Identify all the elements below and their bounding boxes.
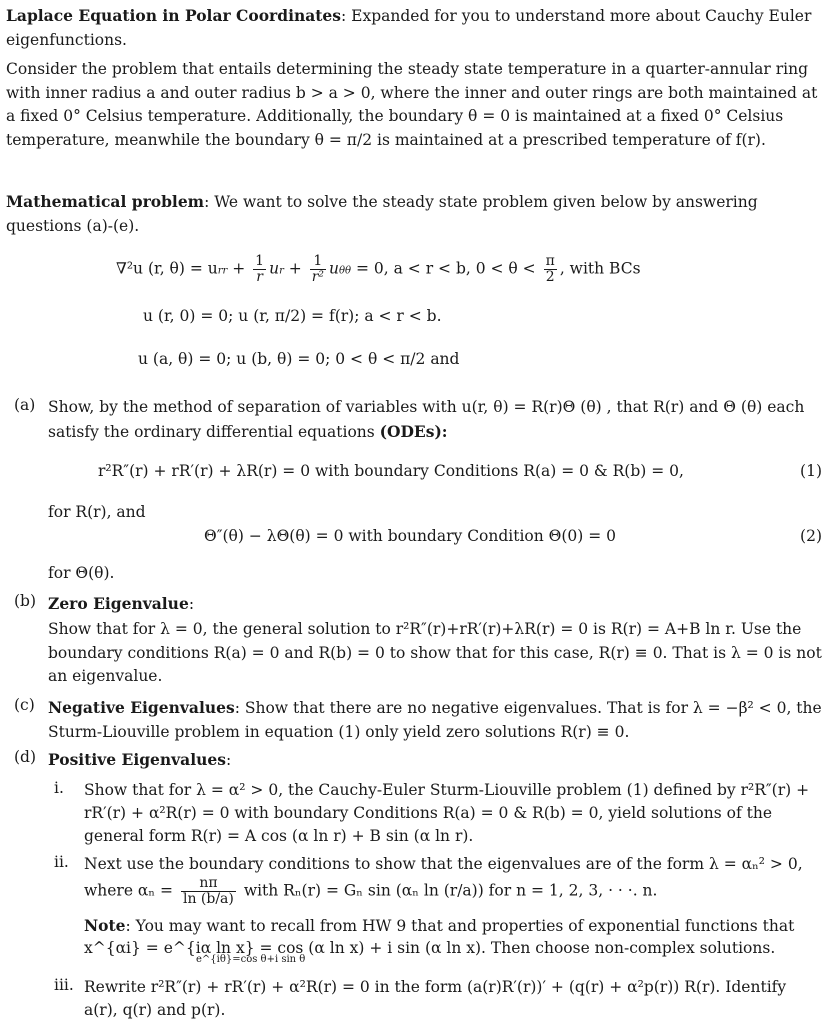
part-d-ii-label: ii.	[54, 853, 69, 871]
for-theta-text: for Θ(θ).	[48, 564, 115, 582]
math-text: : We want to solve the steady state problem given below by answering questions (a)-(e).	[6, 193, 758, 235]
part-d-ii-line1: Next use the boundary conditions to show that the eigenvalues are of the form λ = αₙ² > 0,	[84, 855, 803, 873]
equation-number-2: (2)	[800, 527, 822, 545]
part-a-label: (a)	[14, 396, 36, 414]
pde-line-1: ∇²u (r, θ) = urr + $\frac{1}{r}$ ur + $\frac{1}{\text{r²}}$ uθθ = 0, a < r < b, 0 < θ < $\frac{\pi}{2}$ , with BCs	[116, 253, 641, 285]
equation-number-1: (1)	[800, 462, 822, 480]
title-paragraph	[6, 4, 822, 52]
part-c-text: Negative Eigenvalues: Show that there are no negative eigenvalues. That is for λ = −β² < 0, the Sturm-Liouville problem in equation (1) only yield zero solutions R(r) ≡ 0.	[48, 698, 822, 741]
part-d-ii-line2: where αₙ = $\frac{n\pi}{\ln (b/a)}$ with Rₙ(r) = Gₙ sin (αₙ ln (r/a)) for n = 1, 2, 3, · · ·. n.	[84, 875, 658, 907]
part-b-text: Show that for λ = 0, the general solution to r²R″(r)+rR′(r)+λR(r) = 0 is R(r) = A+B ln r. Use the boundary conditions R(a) = 0 and R(b) = 0 to show that for this case, R(r) ≡ 0. That is λ = 0 is not an eigenvalue.	[48, 620, 822, 685]
ode-r-equation: r²R″(r) + rR′(r) + λR(r) = 0 with boundary Conditions R(a) = 0 & R(b) = 0,	[98, 462, 684, 480]
part-b-label: (b)	[14, 592, 37, 610]
part-d-iii-label: iii.	[54, 976, 74, 994]
part-d-iii-text: Rewrite r²R″(r) + rR′(r) + α²R(r) = 0 in the form (a(r)R′(r))′ + (q(r) + α²p(r)) R(r). Identify a(r), q(r) and p(r).	[84, 978, 787, 1019]
subtitle: : Expanded for you to understand more about Cauchy Euler eigenfunctions.	[6, 7, 812, 49]
pde-line-2: u (r, 0) = 0; u (r, π/2) = f(r); a < r < b.	[143, 307, 442, 325]
part-d-label: (d)	[14, 748, 37, 766]
title: Laplace Equation in Polar Coordinates	[6, 6, 342, 25]
part-b-heading: Zero Eigenvalue:	[48, 594, 195, 613]
ode-theta-equation: Θ″(θ) − λΘ(θ) = 0 with boundary Condition Θ(0) = 0	[204, 527, 617, 545]
pde-line-3: u (a, θ) = 0; u (b, θ) = 0; 0 < θ < π/2 and	[138, 350, 460, 368]
part-c-label: (c)	[14, 696, 35, 714]
note-formula: x^{αi} = e^{iα ln x} = cos (α ln x) + i sin (α ln x). Then choose non-complex solutions.	[84, 939, 776, 957]
note-small-formula: e^{iθ}=cos θ+i sin θ	[196, 954, 306, 965]
part-a-text: Show, by the method of separation of variables with u(r, θ) = R(r)Θ (θ) , that R(r) and Θ (θ) each satisfy the ordinary differential equations (ODEs):	[48, 398, 805, 441]
math-heading: Mathematical problem	[6, 192, 205, 211]
part-d-i-label: i.	[54, 779, 64, 797]
part-d-heading: Positive Eigenvalues:	[48, 750, 232, 769]
note-line: Note: You may want to recall from HW 9 that and properties of exponential functions that	[84, 916, 795, 935]
math-problem-paragraph	[6, 190, 822, 238]
for-r-text: for R(r), and	[48, 503, 146, 521]
part-d-i-text: Show that for λ = α² > 0, the Cauchy-Euler Sturm-Liouville problem (1) defined by r²R″(r) + rR′(r) + α²R(r) = 0 with boundary Conditions R(a) = 0 & R(b) = 0, yield solutions of the general form R(r) = A cos (α ln r) + B sin (α ln r).	[84, 781, 810, 845]
problem-description: Consider the problem that entails determining the steady state temperature in a quarter-annular ring with inner radius a and outer radius b > a > 0, where the inner and outer rings are both maintained at a fixed 0° Celsius temperature. Additionally, the boundary θ = 0 is maintained at a fixed 0° Celsius temperature, meanwhile the boundary θ = π/2 is maintained at a prescribed temperature of f(r).	[6, 60, 818, 149]
